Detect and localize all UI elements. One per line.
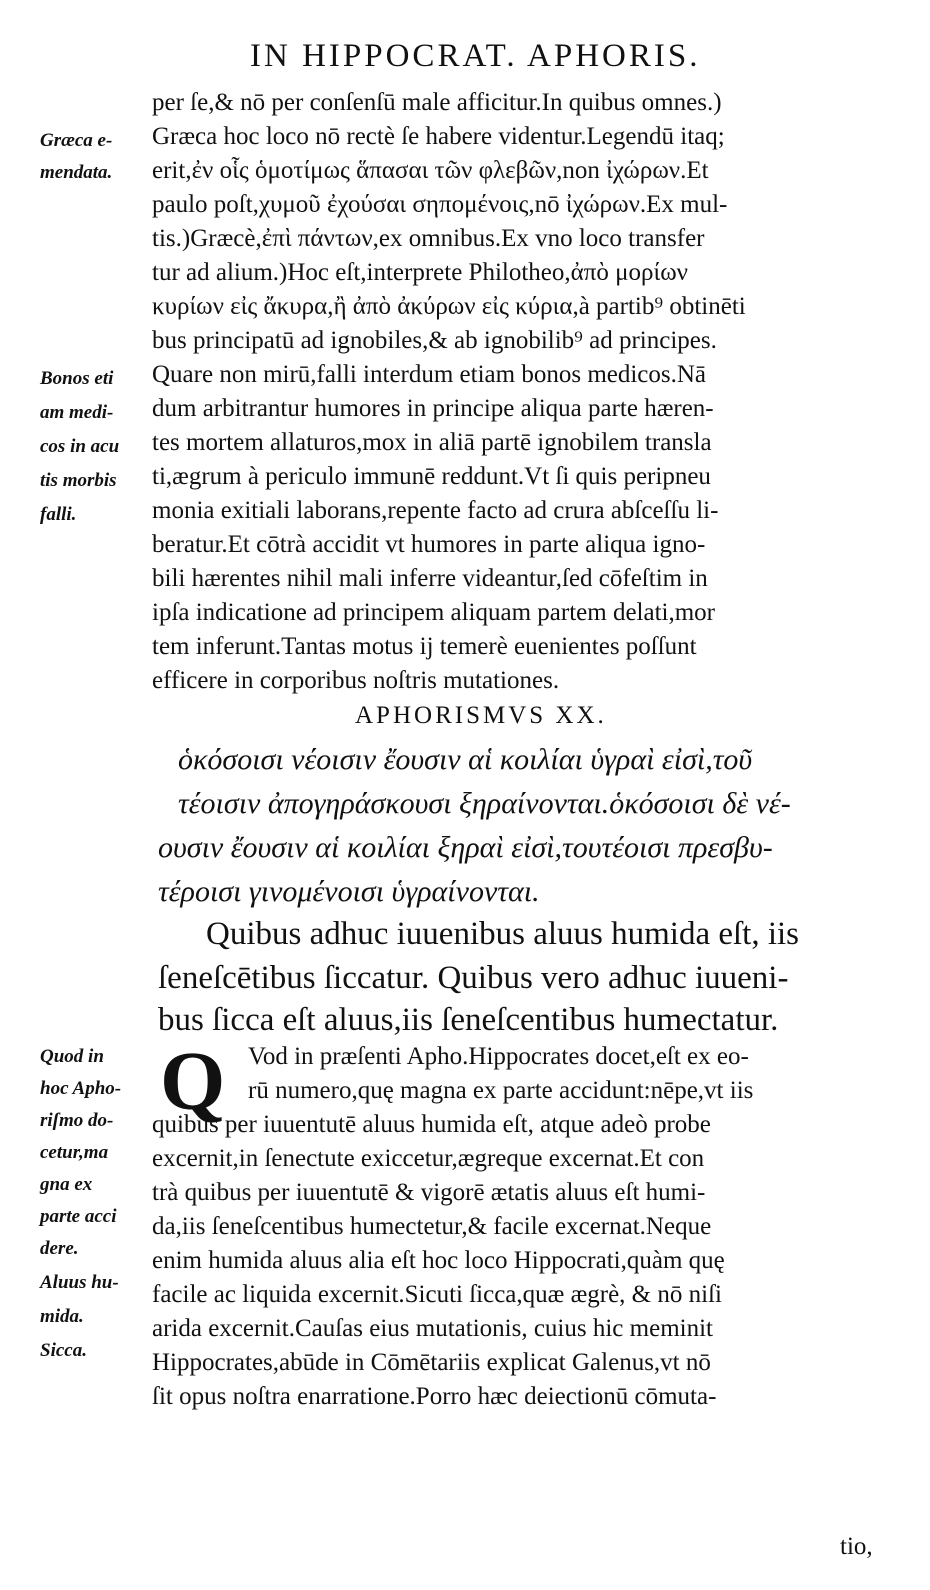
text-line: enim humida aluus alia eſt hoc loco Hippocrati,quàm quę xyxy=(152,1247,725,1274)
margin-note: Quod in xyxy=(40,1046,104,1067)
greek-line: ὁκόσοισι νέοισιν ἔουσιν αἱ κοιλίαι ὑγραὶ εἰσὶ,τοῦ xyxy=(178,743,753,776)
catchword: tio, xyxy=(840,1533,873,1560)
greek-line: τέροισι γινομένοισι ὑγραίνονται. xyxy=(158,875,540,908)
text-line: bus principatū ad ignobiles,& ab ignobilib⁹ ad principes. xyxy=(152,327,717,354)
margin-note: Bonos eti xyxy=(40,368,114,389)
margin-note: falli. xyxy=(40,504,77,525)
text-line: efficere in corporibus noſtris mutationes. xyxy=(152,667,560,694)
text-line: facile ac liquida excernit.Sicuti ſicca,quæ ægrè, & nō niſi xyxy=(152,1281,722,1308)
text-line: monia exitiali laborans,repente facto ad crura abſceſſu li- xyxy=(152,497,719,524)
text-line: tur ad alium.)Hoc eſt,interprete Philotheo,ἀπὸ μορίων xyxy=(152,259,688,286)
margin-note: gna ex xyxy=(40,1174,93,1195)
text-line: trà quibus per iuuentutē & vigorē ætatis aluus eſt humi- xyxy=(152,1179,706,1206)
text-line: ſit opus noſtra enarratione.Porro hæc deiectionū cōmuta- xyxy=(152,1383,717,1410)
text-line: paulo poſt,χυμοῦ ἐχούσαι σηπομένοις,nō ἰχώρων.Ex mul- xyxy=(152,191,728,218)
margin-note: hoc Apho- xyxy=(40,1078,122,1099)
text-line: Græca hoc loco nō rectè ſe habere videntur.Legendū itaq; xyxy=(152,123,725,150)
running-head: IN HIPPOCRAT. APHORIS. xyxy=(250,38,701,74)
text-line: da,iis ſeneſcentibus humectetur,& facile excernat.Neque xyxy=(152,1213,712,1240)
text-line: arida excernit.Cauſas eius mutationis, cuius hic meminit xyxy=(152,1315,713,1342)
text-line: Hippocrates,abūde in Cōmētariis explicat Galenus,vt nō xyxy=(152,1349,711,1376)
margin-note: am medi- xyxy=(40,402,114,423)
latin-line: ſeneſcētibus ſiccatur. Quibus vero adhuc iuueni- xyxy=(158,960,789,996)
text-line: tes mortem allaturos,mox in aliā partē ignobilem transla xyxy=(152,429,712,456)
text-line: κυρίων εἰς ἄκυρα,ἢ ἀπὸ ἀκύρων εἰς κύρια,à partib⁹ obtinēti xyxy=(152,293,746,320)
greek-line: ουσιν ἔουσιν αἱ κοιλίαι ξηραὶ εἰσὶ,τουτέοισι πρεσβυ- xyxy=(158,831,773,864)
text-line: beratur.Et cōtrà accidit vt humores in parte aliqua igno- xyxy=(152,531,706,558)
greek-line: τέοισιν ἀπογηράσκουσι ξηραίνονται.ὁκόσοισι δὲ νέ- xyxy=(178,787,791,820)
margin-note: parte acci xyxy=(40,1206,117,1227)
text-line: erit,ἐν οἷς ὁμοτίμως ἅπασαι τῶν φλεβῶν,non ἰχώρων.Et xyxy=(152,157,709,184)
text-line: Vod in præſenti Apho.Hippocrates docet,eſt ex eo- xyxy=(248,1043,749,1070)
margin-note: cetur,ma xyxy=(40,1142,109,1163)
text-line: ti,ægrum à periculo immunē reddunt.Vt ſi quis peripneu xyxy=(152,463,711,490)
margin-note: dere. xyxy=(40,1238,79,1259)
text-line: per ſe,& nō per conſenſū male afficitur.In quibus omnes.) xyxy=(152,89,722,116)
text-line: Quare non mirū,falli interdum etiam bonos medicos.Nā xyxy=(152,361,707,388)
text-line: excernit,in ſenectute exiccetur,ægreque excernat.Et con xyxy=(152,1145,705,1172)
margin-note: mida. xyxy=(40,1306,84,1327)
margin-note: Græca e- xyxy=(40,130,113,151)
margin-note: riſmo do- xyxy=(40,1110,114,1131)
margin-note: Aluus hu- xyxy=(40,1272,119,1293)
latin-line: Quibus adhuc iuuenibus aluus humida eſt, iis xyxy=(206,916,800,952)
text-line: tem inferunt.Tantas motus ij temerè euenientes poſſunt xyxy=(152,633,697,660)
text-line: ipſa indicatione ad principem aliquam partem delati,mor xyxy=(152,599,716,626)
text-line: bili hærentes nihil mali inferre videantur,ſed cōfeſtim in xyxy=(152,565,708,592)
latin-line: bus ſicca eſt aluus,iis ſeneſcentibus humectatur. xyxy=(158,1002,779,1038)
aphorism-heading: APHORISMVS XX. xyxy=(355,702,607,729)
text-line: rū numero,quę magna ex parte accidunt:nēpe,vt iis xyxy=(248,1077,754,1104)
margin-note: Sicca. xyxy=(40,1340,87,1361)
drop-capital: Q xyxy=(160,1035,226,1128)
text-line: dum arbitrantur humores in principe aliqua parte hæren- xyxy=(152,395,714,422)
margin-note: tis morbis xyxy=(40,470,117,491)
margin-note: cos in acu xyxy=(40,436,120,457)
text-line: quibus per iuuentutē aluus humida eſt, atque adeò probe xyxy=(152,1111,711,1138)
margin-note: mendata. xyxy=(40,162,113,183)
text-line: tis.)Græcè,ἐπὶ πάντων,ex omnibus.Ex vno loco transfer xyxy=(152,225,705,252)
